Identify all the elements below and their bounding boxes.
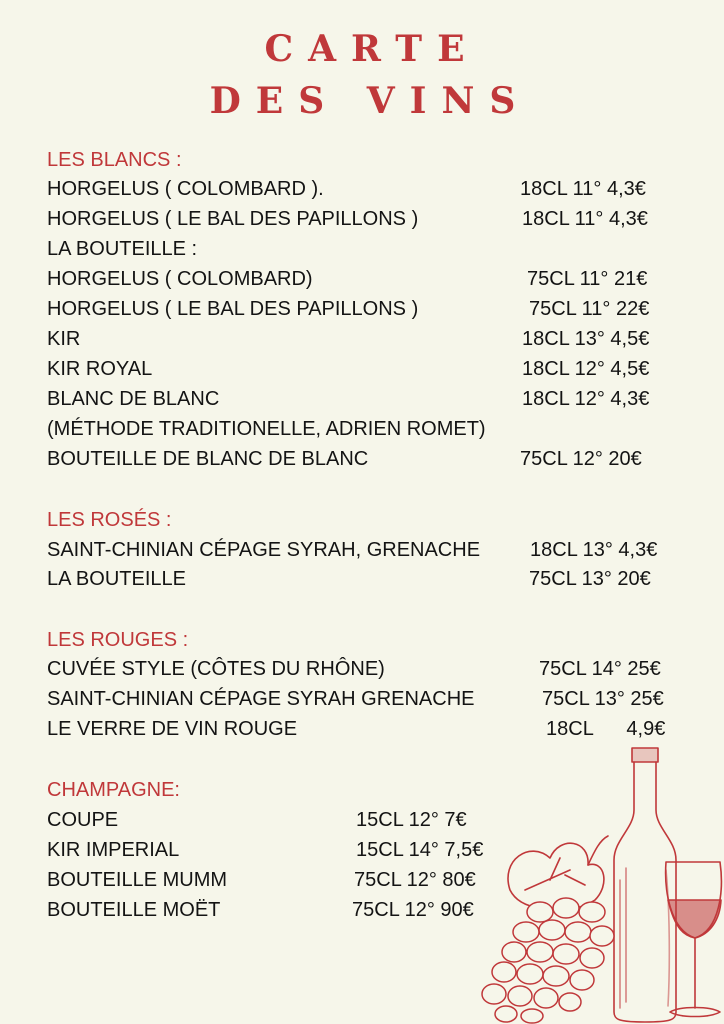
menu-item-name: LA BOUTEILLE : [47, 238, 198, 260]
menu-item-name: BOUTEILLE MOËT [47, 899, 221, 921]
menu-item-detail: 15CL 12° 7€ [356, 809, 467, 831]
menu-item-name: SAINT-CHINIAN CÉPAGE SYRAH GRENACHE [47, 688, 475, 710]
menu-item-detail: 75CL 11° 21€ [527, 268, 648, 290]
menu-item-name: KIR ROYAL [47, 358, 153, 380]
menu-title-line2: DES VINS [209, 80, 531, 122]
menu-item-detail: 18CL 13° 4,5€ [522, 328, 650, 350]
menu-item-detail: 18CL 12° 4,5€ [522, 358, 650, 380]
menu-item-detail: 75CL 12° 80€ [354, 869, 476, 891]
menu-item-detail: 15CL 14° 7,5€ [356, 839, 484, 861]
menu-item-detail: 18CL 4,9€ [546, 718, 666, 740]
menu-item-detail: 18CL 12° 4,3€ [522, 388, 650, 410]
menu-item-detail: 75CL 13° 20€ [529, 568, 651, 590]
section-title-rouges: LES ROUGES : [47, 629, 189, 651]
section-title-blancs: LES BLANCS : [47, 149, 182, 171]
menu-item-detail: 75CL 11° 22€ [529, 298, 650, 320]
menu-item-name: KIR IMPERIAL [47, 839, 180, 861]
menu-item-name: BOUTEILLE MUMM [47, 869, 228, 891]
menu-item-name: HORGELUS ( COLOMBARD ). [47, 178, 324, 200]
menu-item-name: LE VERRE DE VIN ROUGE [47, 718, 298, 740]
menu-item-name: LA BOUTEILLE [47, 568, 186, 590]
menu-item-name: BOUTEILLE DE BLANC DE BLANC [47, 448, 369, 470]
menu-item-name: BLANC DE BLANC [47, 388, 220, 410]
menu-item-name: KIR [47, 328, 81, 350]
menu-item-name: HORGELUS ( LE BAL DES PAPILLONS ) [47, 298, 419, 320]
menu-item-detail: 18CL 11° 4,3€ [520, 178, 646, 200]
menu-item-detail: 18CL 13° 4,3€ [530, 539, 658, 561]
menu-item-detail: 75CL 13° 25€ [542, 688, 664, 710]
menu-item-name: (MÉTHODE TRADITIONELLE, ADRIEN ROMET) [47, 418, 486, 440]
menu-item-detail: 75CL 14° 25€ [539, 658, 661, 680]
menu-item-detail: 18CL 11° 4,3€ [522, 208, 648, 230]
menu-item-name: SAINT-CHINIAN CÉPAGE SYRAH, GRENACHE [47, 539, 481, 561]
menu-title-line1: CARTE [264, 28, 480, 70]
menu-item-name: COUPE [47, 809, 119, 831]
wine-bottle-glass-grapes-icon [470, 740, 724, 1024]
menu-item-name: HORGELUS ( LE BAL DES PAPILLONS ) [47, 208, 419, 230]
menu-item-name: HORGELUS ( COLOMBARD) [47, 268, 313, 290]
menu-item-detail: 75CL 12° 90€ [352, 899, 474, 921]
section-title-champagne: CHAMPAGNE: [47, 779, 180, 801]
menu-item-detail: 75CL 12° 20€ [520, 448, 642, 470]
menu-item-name: CUVÉE STYLE (CÔTES DU RHÔNE) [47, 658, 385, 680]
section-title-roses: LES ROSÉS : [47, 509, 172, 531]
